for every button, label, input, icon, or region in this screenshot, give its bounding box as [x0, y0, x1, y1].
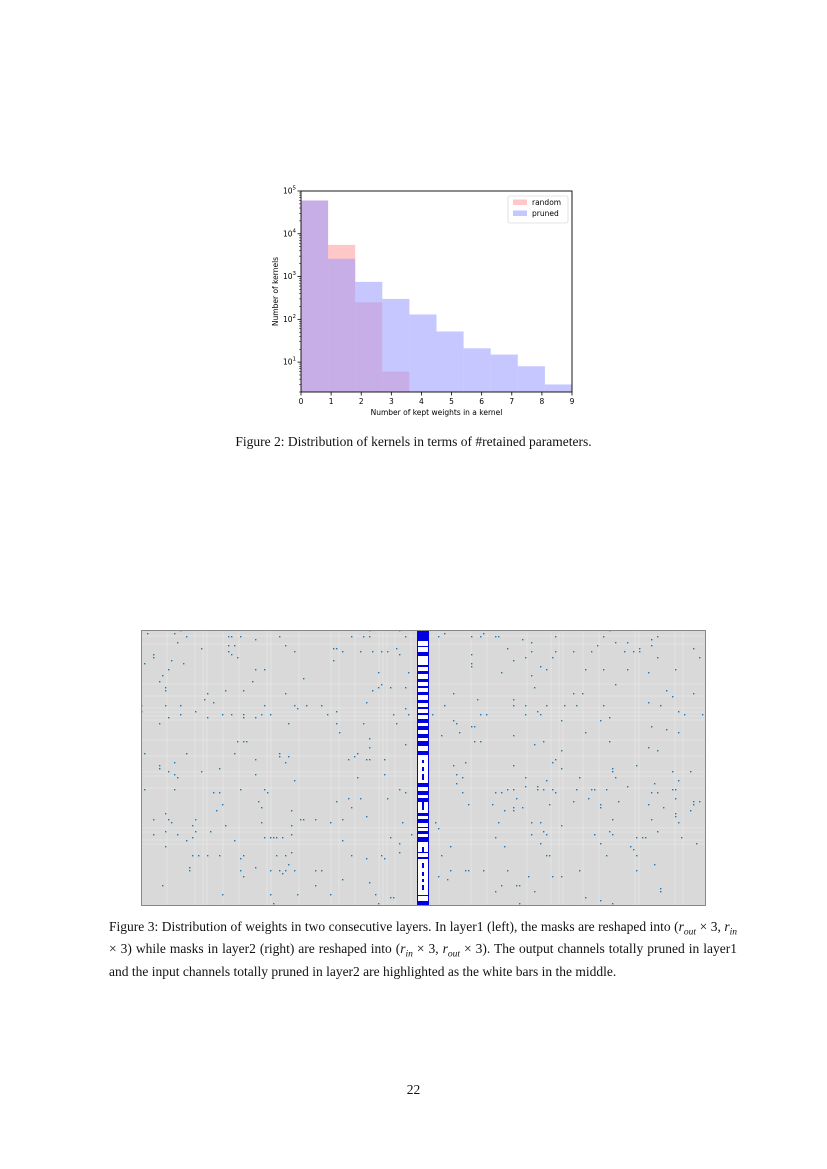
- caption-text: × 3) while masks in layer2 (right) are reshaped into (: [109, 941, 401, 957]
- bar-pruned-5: [437, 331, 464, 392]
- x-axis-label: Number of kept weights in a kernel: [370, 408, 503, 417]
- bar-pruned-1: [328, 259, 355, 392]
- legend-swatch-random: [513, 200, 527, 206]
- kernel-histogram: [265, 185, 585, 420]
- bar-pruned-6: [464, 348, 491, 392]
- y-tick-label: $10^4$: [282, 228, 296, 239]
- x-tick-label: 1: [328, 397, 334, 406]
- caption-math: $r_{in}$: [400, 941, 413, 960]
- bar-pruned-2: [355, 282, 382, 392]
- caption-math: $r_{out}$: [442, 941, 461, 960]
- caption-text: × 3,: [696, 919, 725, 934]
- bar-pruned-7: [491, 355, 518, 392]
- x-tick-label: 0: [298, 397, 304, 406]
- y-axis-label: Number of kernels: [271, 256, 280, 327]
- legend-swatch-pruned: [513, 211, 527, 217]
- legend-label-pruned: pruned: [532, 209, 559, 218]
- y-tick-label: $10^1$: [282, 356, 296, 367]
- bar-pruned-9: [545, 384, 572, 392]
- x-tick-label: 3: [388, 397, 394, 406]
- y-tick-label: $10^5$: [282, 185, 296, 196]
- caption-math: $r_{out}$: [678, 919, 697, 938]
- x-tick-label: 8: [539, 397, 545, 406]
- bar-pruned-8: [518, 366, 545, 392]
- caption-text: Figure 3: Distribution of weights in two consecutive layers. In layer1 (left), the masks are reshaped into (: [109, 919, 679, 934]
- caption-text: × 3,: [412, 941, 443, 957]
- figure-3-caption: [109, 919, 737, 980]
- bar-pruned-3: [382, 299, 409, 392]
- caption-math: $r_{in}$: [724, 919, 737, 938]
- y-tick-label: $10^3$: [282, 271, 296, 282]
- caption-text: × 3). The output channels totally pruned in layer1 and the input channels totally pruned in layer2 are highlighted as the white bars in the middle.: [109, 941, 737, 979]
- x-tick-label: 2: [358, 397, 364, 406]
- x-tick-label: 9: [569, 397, 575, 406]
- page-number: 22: [406, 1082, 421, 1097]
- x-tick-label: 5: [449, 397, 454, 406]
- x-tick-label: 6: [479, 397, 485, 406]
- pruned-channel-band: [417, 630, 429, 906]
- weight-mask-figure: [141, 630, 706, 906]
- legend-label-random: random: [532, 198, 562, 207]
- bar-pruned-0: [301, 200, 328, 392]
- figure-2-caption: Figure 2: Distribution of kernels in terms of #retained parameters.: [235, 434, 592, 449]
- y-tick-label: $10^2$: [282, 313, 296, 324]
- bar-pruned-4: [409, 314, 436, 392]
- x-tick-label: 4: [419, 397, 424, 406]
- x-tick-label: 7: [509, 397, 515, 406]
